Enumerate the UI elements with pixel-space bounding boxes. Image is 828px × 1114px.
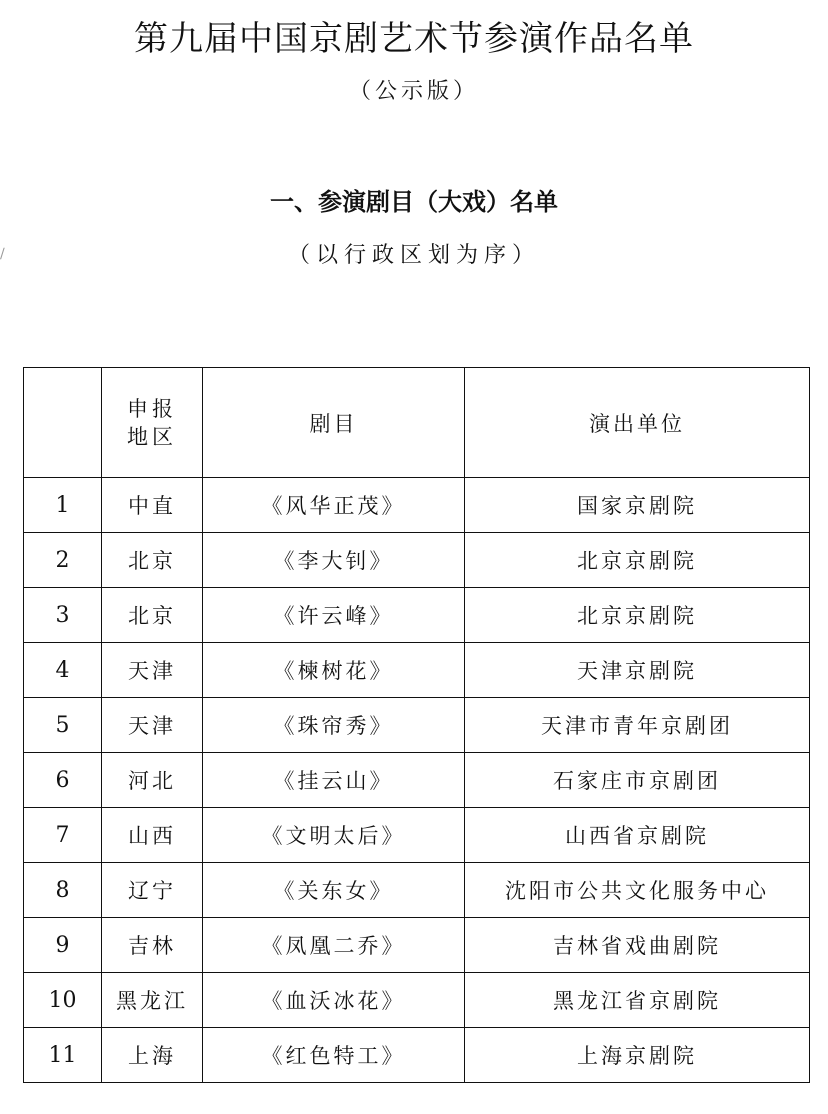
cell-region: 天津 (102, 698, 203, 753)
cell-region: 天津 (102, 643, 203, 698)
cell-troupe: 上海京剧院 (465, 1028, 810, 1083)
cell-troupe: 山西省京剧院 (465, 808, 810, 863)
cell-play: 《风华正茂》 (203, 478, 465, 533)
cell-number: 5 (24, 698, 102, 753)
cell-number: 2 (24, 533, 102, 588)
cell-region: 黑龙江 (102, 973, 203, 1028)
cell-play: 《文明太后》 (203, 808, 465, 863)
table-row (24, 808, 810, 863)
cell-troupe: 天津京剧院 (465, 643, 810, 698)
header-region-line2: 地区 (127, 424, 177, 449)
cell-region: 辽宁 (102, 863, 203, 918)
cell-region: 中直 (102, 478, 203, 533)
margin-mark: ∕ (0, 246, 5, 262)
cell-play: 《珠帘秀》 (203, 698, 465, 753)
table-row (24, 973, 810, 1028)
cell-play: 《红色特工》 (203, 1028, 465, 1083)
cell-play: 《凤凰二乔》 (203, 918, 465, 973)
cell-region: 吉林 (102, 918, 203, 973)
cell-play: 《楝树花》 (203, 643, 465, 698)
section-note: （以行政区划为序） (287, 243, 540, 268)
table-row (24, 863, 810, 918)
cell-number: 10 (24, 973, 102, 1028)
cell-number: 3 (24, 588, 102, 643)
header-region (102, 368, 203, 478)
section-heading: 一、参演剧目（大戏）名单 (270, 188, 558, 216)
cell-number: 1 (24, 478, 102, 533)
cell-play: 《关东女》 (203, 863, 465, 918)
program-table (23, 367, 810, 1083)
cell-number: 4 (24, 643, 102, 698)
cell-play: 《挂云山》 (203, 753, 465, 808)
cell-region: 北京 (102, 588, 203, 643)
table-row (24, 698, 810, 753)
cell-number: 9 (24, 918, 102, 973)
cell-region: 上海 (102, 1028, 203, 1083)
cell-number: 6 (24, 753, 102, 808)
cell-troupe: 国家京剧院 (465, 478, 810, 533)
cell-troupe: 沈阳市公共文化服务中心 (465, 863, 810, 918)
header-play: 剧目 (203, 368, 465, 478)
table-row (24, 1028, 810, 1083)
cell-troupe: 吉林省戏曲剧院 (465, 918, 810, 973)
cell-troupe: 天津市青年京剧团 (465, 698, 810, 753)
cell-play: 《许云峰》 (203, 588, 465, 643)
header-region-line1: 申报 (127, 396, 177, 421)
cell-troupe: 北京京剧院 (465, 533, 810, 588)
table-row (24, 588, 810, 643)
cell-troupe: 黑龙江省京剧院 (465, 973, 810, 1028)
cell-region: 河北 (102, 753, 203, 808)
cell-number: 11 (24, 1028, 102, 1083)
table-row (24, 918, 810, 973)
table-header-row (24, 368, 810, 478)
cell-troupe: 北京京剧院 (465, 588, 810, 643)
cell-number: 8 (24, 863, 102, 918)
cell-play: 《血沃冰花》 (203, 973, 465, 1028)
page-title: 第九届中国京剧艺术节参演作品名单 (134, 19, 694, 59)
cell-region: 北京 (102, 533, 203, 588)
page-subtitle: （公示版） (348, 79, 479, 104)
cell-troupe: 石家庄市京剧团 (465, 753, 810, 808)
header-troupe: 演出单位 (465, 368, 810, 478)
cell-play: 《李大钊》 (203, 533, 465, 588)
table-row (24, 643, 810, 698)
table-row (24, 478, 810, 533)
table-row (24, 753, 810, 808)
table-row (24, 533, 810, 588)
header-index (24, 368, 102, 478)
cell-number: 7 (24, 808, 102, 863)
cell-region: 山西 (102, 808, 203, 863)
